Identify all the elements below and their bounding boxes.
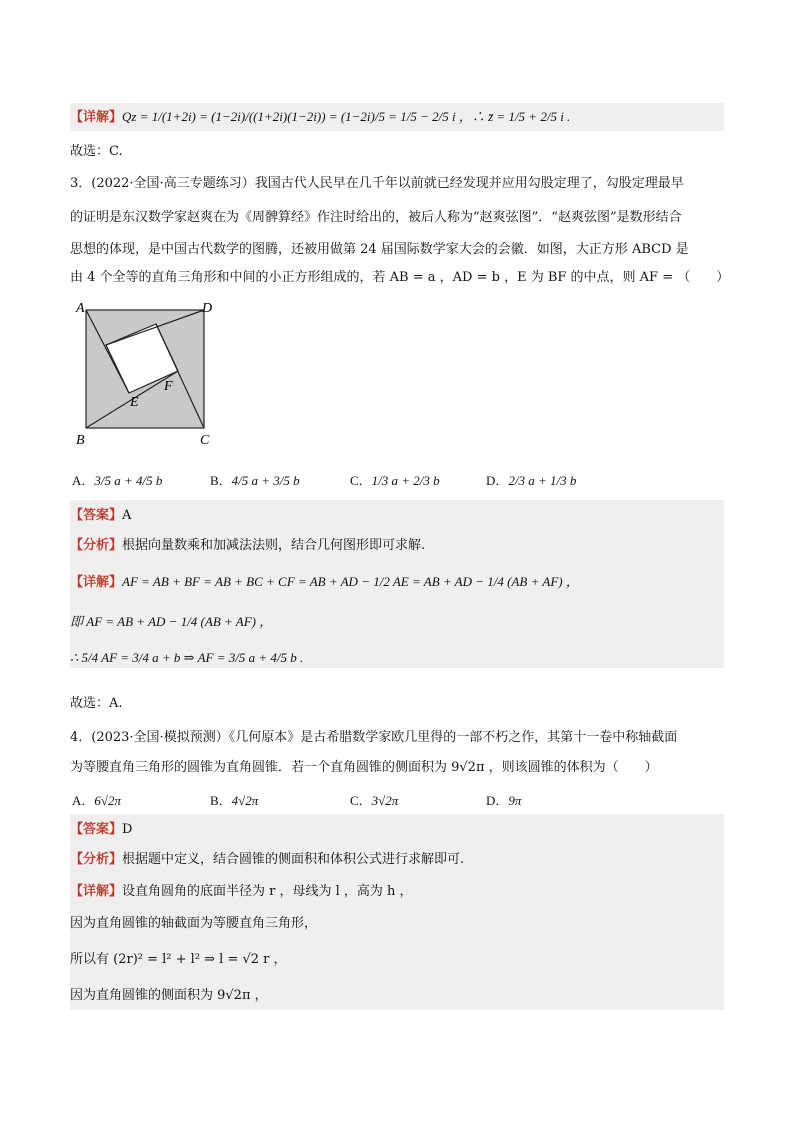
q4-stem-line1: 4．(2023·全国·模拟预测）《几何原本》是古希腊数学家欧几里得的一部不朽之作，其第十一卷中称轴截面 (70, 730, 678, 745)
q4-choice-a: A．6√2π (72, 793, 122, 808)
q2-detail-math: Qz = 1/(1+2i) = (1−2i)/((1+2i)(1−2i)) = (1−2i)/5 = 1/5 − 2/5 i ，∴ z̄ = 1/5 + 2/5 i . (122, 109, 571, 124)
label-B: B (76, 433, 85, 448)
q3-answer-line: 【答案】A (70, 508, 132, 523)
q4-stem-line2: 为等腰直角三角形的圆锥为直角圆锥．若一个直角圆锥的侧面积为 9√2π ，则该圆锥的体积为（ ） (70, 760, 658, 775)
q3-detail-line3: ∴ 5/4 AF = 3/4 a + b ⇒ AF = 3/5 a + 4/5 b . (70, 650, 304, 665)
q3-analysis: 根据向量数乘和加减法法则，结合几何图形即可求解. (122, 538, 426, 553)
q3-choice-c: C．1/3 a + 2/3 b (350, 473, 440, 488)
q3-conclusion: 故选：A. (70, 696, 123, 711)
q2-detail-line (70, 103, 724, 131)
q3-choice-a: A．3/5 a + 4/5 b (72, 473, 163, 488)
q3-choice-d: D．2/3 a + 1/3 b (486, 473, 577, 488)
zhao-shuang-diagram (72, 298, 222, 458)
label-C: C (200, 433, 210, 448)
q4-choice-c: C．3√2π (350, 793, 399, 808)
q3-detail-line1: 【详解】AF = AB + BF = AB + BC + CF = AB + AD − 1/2 AE = AB + AD − 1/4 (AB + AF) ， (70, 574, 579, 590)
label-E: E (130, 395, 139, 410)
q4-answer: D (122, 822, 133, 837)
q3-stem-line2: 的证明是东汉数学家赵爽在为《周髀算经》作注时给出的，被后人称为“赵爽弦图”．“赵爽弦图”是数形结合 (70, 210, 682, 225)
q3-choice-b: B．4/5 a + 3/5 b (210, 473, 300, 488)
label-A: A (76, 301, 85, 316)
q3-stem-line1: 3．(2022·全国·高三专题练习）我国古代人民早在几千年以前就已经发现并应用勾股定理了，勾股定理最早 (70, 176, 684, 191)
q4-detail-line1: 【详解】设直角圆角的底面半径为 r ，母线为 l ，高为 h ， (70, 884, 413, 899)
q4-solution-block (70, 814, 724, 1010)
q3-stem-line4: 由 4 个全等的直角三角形和中间的小正方形组成的，若 AB = a ，AD = b ，E 为 BF 的中点，则 AF = （ ） (70, 270, 730, 285)
q4-detail-line3: 所以有 (2r)² = l² + l² ⇒ l = √2 r ， (70, 952, 287, 967)
label-D: D (202, 301, 213, 316)
q4-detail-line2: 因为直角圆锥的轴截面为等腰直角三角形， (70, 916, 318, 931)
q4-choice-b: B．4√2π (210, 793, 259, 808)
q4-analysis: 根据题中定义，结合圆锥的侧面积和体积公式进行求解即可. (122, 852, 465, 867)
q3-analysis-line: 【分析】根据向量数乘和加减法法则，结合几何图形即可求解. (70, 538, 426, 553)
q3-answer: A (122, 508, 132, 523)
q4-analysis-line: 【分析】根据题中定义，结合圆锥的侧面积和体积公式进行求解即可. (70, 852, 465, 867)
q4-detail-line4: 因为直角圆锥的侧面积为 9√2π ， (70, 988, 268, 1003)
q4-choice-d: D．9π (486, 793, 522, 808)
q2-conclusion: 故选：C. (70, 144, 123, 159)
label-F: F (164, 379, 173, 394)
q4-answer-line: 【答案】D (70, 822, 133, 837)
q3-detail-line2: 即 AF = AB + AD − 1/4 (AB + AF) ， (70, 614, 273, 629)
detail-label: 【详解】 (70, 110, 123, 125)
q3-stem-line3: 思想的体现，是中国古代数学的图腾，还被用做第 24 届国际数学家大会的会徽．如图，大正方形 ABCD 是 (70, 242, 689, 257)
